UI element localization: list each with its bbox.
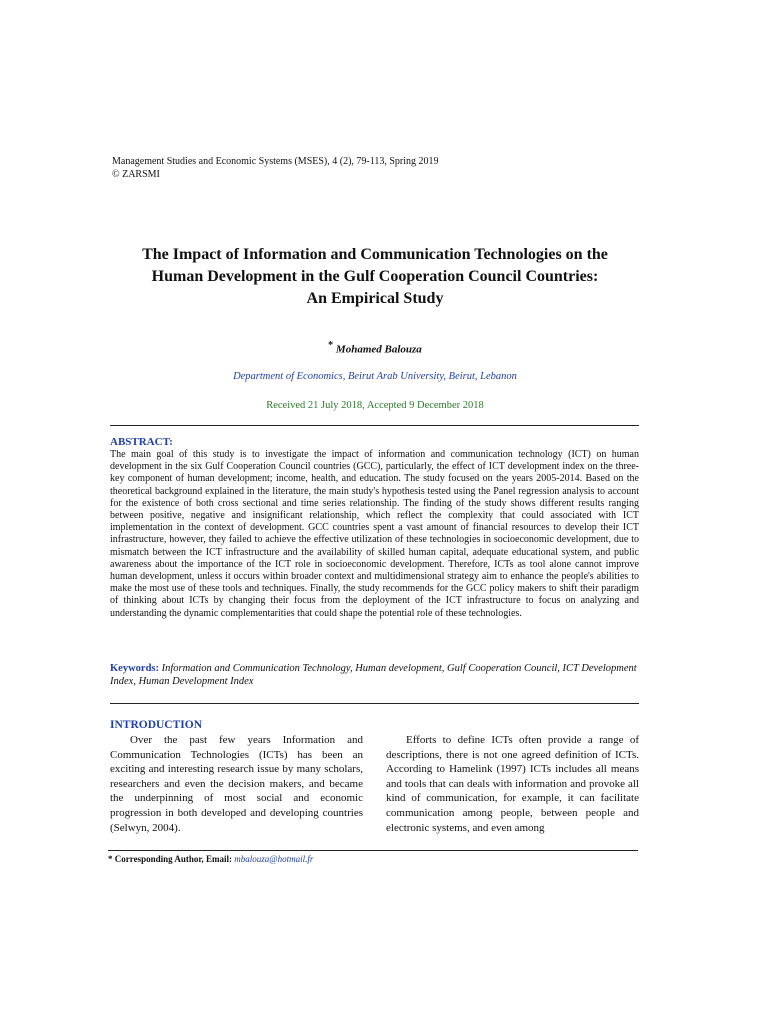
keywords-text: Information and Communication Technology, Human development, Gulf Cooperation Council, ICT Development Index, Human Development Index [110, 663, 637, 687]
paper-title [100, 244, 650, 310]
author-email: mbalouza@hotmail.fr [234, 854, 314, 864]
divider-top [110, 425, 639, 426]
introduction-column-left [110, 733, 363, 835]
footnote-label: Corresponding Author, Email: [114, 854, 233, 864]
author-line [110, 340, 640, 356]
corresponding-author-footnote [108, 854, 313, 864]
received-dates: Received 21 July 2018, Accepted 9 December 2018 [266, 400, 484, 411]
introduction-heading: INTRODUCTION [110, 719, 203, 731]
author-marker: * [328, 340, 334, 351]
journal-header [112, 155, 439, 181]
footnote-marker: * [108, 854, 113, 864]
intro-paragraph-1: Over the past few years Information and Communication Technologies (ICTs) has been an exciting and interesting research issue by many scholars, researchers and even the decision makers, and became the underpinning of most social and economic progression in both developed and developing countries (Selwyn, 2004). [110, 734, 363, 834]
author-name: Mohamed Balouza [335, 343, 422, 356]
title-line-3: An Empirical Study [306, 290, 444, 307]
journal-citation: Management Studies and Economic Systems (MSES), 4 (2), 79-113, Spring 2019 [112, 156, 439, 167]
abstract-text: The main goal of this study is to investigate the impact of information and communication technology (ICT) on human development in the six Gulf Cooperation Council countries (GCC), particularly, the effect of ICT development index on the three-key component of human development; income, health, and education. The study focused on the years 2005-2014. Based on the theoretical background explained in the literature, the main study's hypothesis tested using the Panel regression analysis to account for the existence of both cross sectional and time series relationship. The finding of the study shows different results ranging between positive, negative and insignificant relationship, which reflect the complexity that could associated with ICT implementation in the context of development. GCC countries spent a vast amount of financial resources to develop their ICT infrastructure, however, they failed to achieve the effective utilization of these technologies in socioeconomic development, due to mismatch between the ICT infrastructure and the availability of skilled human capital, adequate educational system, and public awareness about the importance of the ICT role in socioeconomic development. Therefore, ICTs as tool alone cannot improve human development, unless it occurs within broader context and multidimensional strategy aim to enhance the people's abilities to make the most use of these tools and techniques. Finally, the study recommends for the GCC policy makers to shift their paradigm of thinking about ICTs by changing their focus from the deployment of the ICT infrastructure to focus on analyzing and understanding the dynamic complementarities that could shape the potential role of these technologies. [110, 449, 639, 619]
title-line-2: Human Development in the Gulf Cooperation Council Countries: [151, 268, 599, 285]
title-line-1: The Impact of Information and Communication Technologies on the [142, 246, 608, 263]
author-affiliation: Department of Economics, Beirut Arab University, Beirut, Lebanon [233, 371, 517, 382]
introduction-column-right [386, 733, 639, 835]
copyright-line: © ZARSMI [112, 169, 160, 180]
abstract-heading: ABSTRACT: [110, 436, 173, 448]
keywords [110, 662, 639, 688]
divider-middle [110, 703, 639, 704]
intro-paragraph-2: Efforts to define ICTs often provide a range of descriptions, there is not one agreed definition of ICTs. According to Hamelink (1997) ICTs includes all means and tools that can deals with information and provoke all kind of communication, for example, it can facilitate communication among people, between people and electronic systems, and even among [386, 734, 639, 834]
keywords-label: Keywords: [110, 663, 159, 674]
footnote-divider [108, 850, 638, 851]
